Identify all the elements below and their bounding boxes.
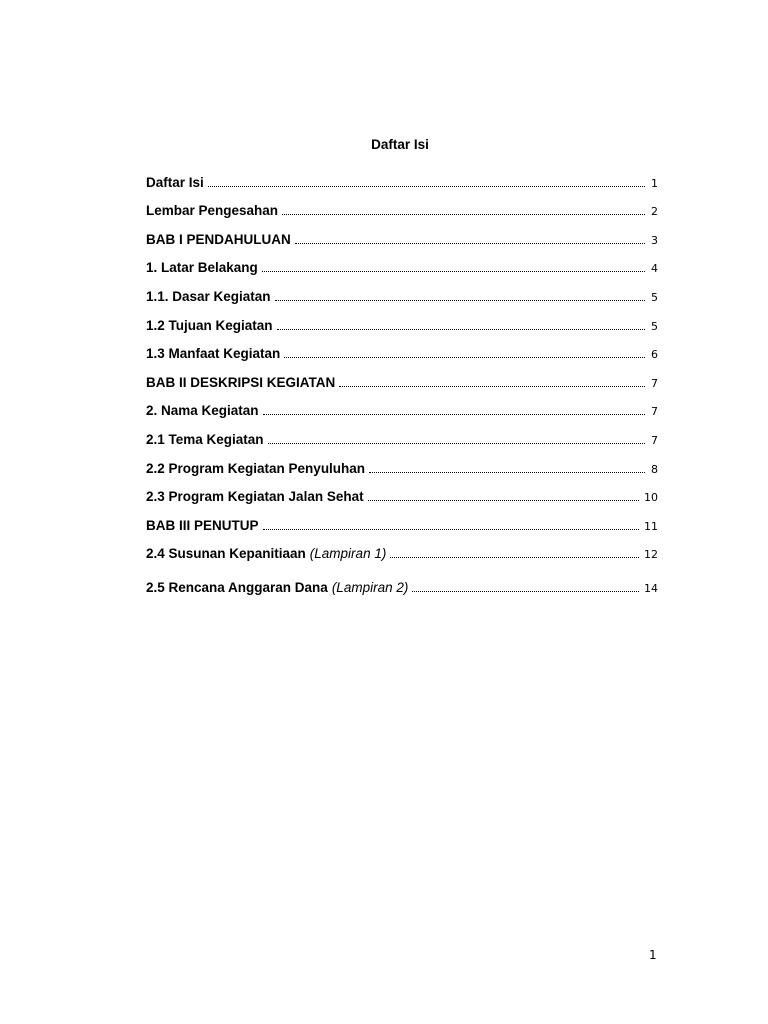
toc-entry-label: 2.1 Tema Kegiatan <box>146 431 264 447</box>
toc-entry[interactable] <box>146 276 658 305</box>
dot-leader <box>368 500 639 501</box>
toc-entry-page: 10 <box>644 491 658 505</box>
toc-entry[interactable] <box>146 362 658 391</box>
dot-leader <box>262 271 645 272</box>
toc-entry-label: 2. Nama Kegiatan <box>146 403 259 419</box>
toc-entry-title <box>146 489 364 505</box>
dot-leader <box>390 557 639 558</box>
toc-entry-label: 2.2 Program Kegiatan Penyuluhan <box>146 460 366 476</box>
toc-entry-title <box>146 518 259 534</box>
toc-entry-title <box>146 432 264 448</box>
toc-entry-label: 1.3 Manfaat Kegiatan <box>146 346 281 362</box>
dot-leader <box>263 529 639 530</box>
toc-entry[interactable] <box>146 162 658 191</box>
toc-entry-page: 2 <box>651 205 658 219</box>
toc-entry[interactable] <box>146 477 658 506</box>
toc-entry-label: 1.1. Dasar Kegiatan <box>146 288 271 304</box>
dot-leader <box>275 300 645 301</box>
toc-entry-title <box>146 580 408 596</box>
dot-leader <box>295 243 645 244</box>
toc-entry[interactable] <box>146 248 658 277</box>
dot-leader <box>208 186 645 187</box>
toc-entry-label: 1.2 Tujuan Kegiatan <box>146 317 273 333</box>
dot-leader <box>282 214 645 215</box>
toc-entry-label: 1. Latar Belakang <box>146 260 258 276</box>
toc-entry-page: 1 <box>651 176 658 190</box>
toc-entry-label: BAB I PENDAHULUAN <box>146 231 291 247</box>
toc-entry-label: Lembar Pengesahan <box>146 203 279 219</box>
toc-entry[interactable] <box>146 334 658 363</box>
toc-entry-label: 2.3 Program Kegiatan Jalan Sehat <box>146 489 364 505</box>
page-title: Daftar Isi <box>371 137 429 152</box>
toc-entry-page: 7 <box>651 433 658 447</box>
toc-entry-title <box>146 289 271 305</box>
toc-entry-suffix: (Lampiran 2) <box>331 580 409 596</box>
toc-entry-title <box>146 260 258 276</box>
toc-entry-label: 2.4 Susunan Kepanitiaan <box>146 546 306 562</box>
toc-entry[interactable] <box>146 191 658 220</box>
toc-entry-title <box>146 203 278 219</box>
toc-entry-page: 8 <box>651 462 658 476</box>
toc-entry-page: 6 <box>651 348 658 362</box>
toc-entry-title <box>146 175 204 191</box>
dot-leader <box>339 386 645 387</box>
toc-entry-title <box>146 461 365 477</box>
toc-entry[interactable] <box>146 534 658 563</box>
toc-entry[interactable] <box>146 505 658 534</box>
toc-entry-page: 12 <box>644 548 658 562</box>
dot-leader <box>268 443 645 444</box>
toc-entry-title <box>146 318 273 334</box>
dot-leader <box>263 414 645 415</box>
dot-leader <box>412 591 639 592</box>
toc-entry-page: 5 <box>651 319 658 333</box>
dot-leader <box>277 329 645 330</box>
toc-entry-label: BAB II DESKRIPSI KEGIATAN <box>146 374 336 390</box>
toc-entry-title <box>146 403 259 419</box>
toc-entry[interactable] <box>146 305 658 334</box>
toc-entry[interactable] <box>146 391 658 420</box>
table-of-contents <box>146 162 658 596</box>
toc-entry-label: 2.5 Rencana Anggaran Dana <box>146 580 328 596</box>
dot-leader <box>284 357 645 358</box>
toc-entry-title <box>146 546 386 562</box>
toc-entry-page: 7 <box>651 405 658 419</box>
toc-entry-title <box>146 232 291 248</box>
dot-leader <box>369 472 645 473</box>
page-number: 1 <box>649 948 657 962</box>
toc-entry-page: 4 <box>651 262 658 276</box>
toc-entry-page: 7 <box>651 376 658 390</box>
toc-entry[interactable] <box>146 219 658 248</box>
toc-entry-title <box>146 346 280 362</box>
toc-entry-page: 11 <box>644 519 658 533</box>
toc-entry-page: 14 <box>644 582 658 596</box>
toc-entry-label: BAB III PENUTUP <box>146 517 259 533</box>
toc-entry[interactable] <box>146 419 658 448</box>
toc-entry-suffix: (Lampiran 1) <box>309 546 387 562</box>
toc-entry-title <box>146 375 335 391</box>
toc-entry[interactable] <box>146 562 658 596</box>
toc-entry-page: 5 <box>651 290 658 304</box>
toc-entry[interactable] <box>146 448 658 477</box>
toc-entry-label: Daftar Isi <box>146 174 204 190</box>
toc-entry-page: 3 <box>651 233 658 247</box>
